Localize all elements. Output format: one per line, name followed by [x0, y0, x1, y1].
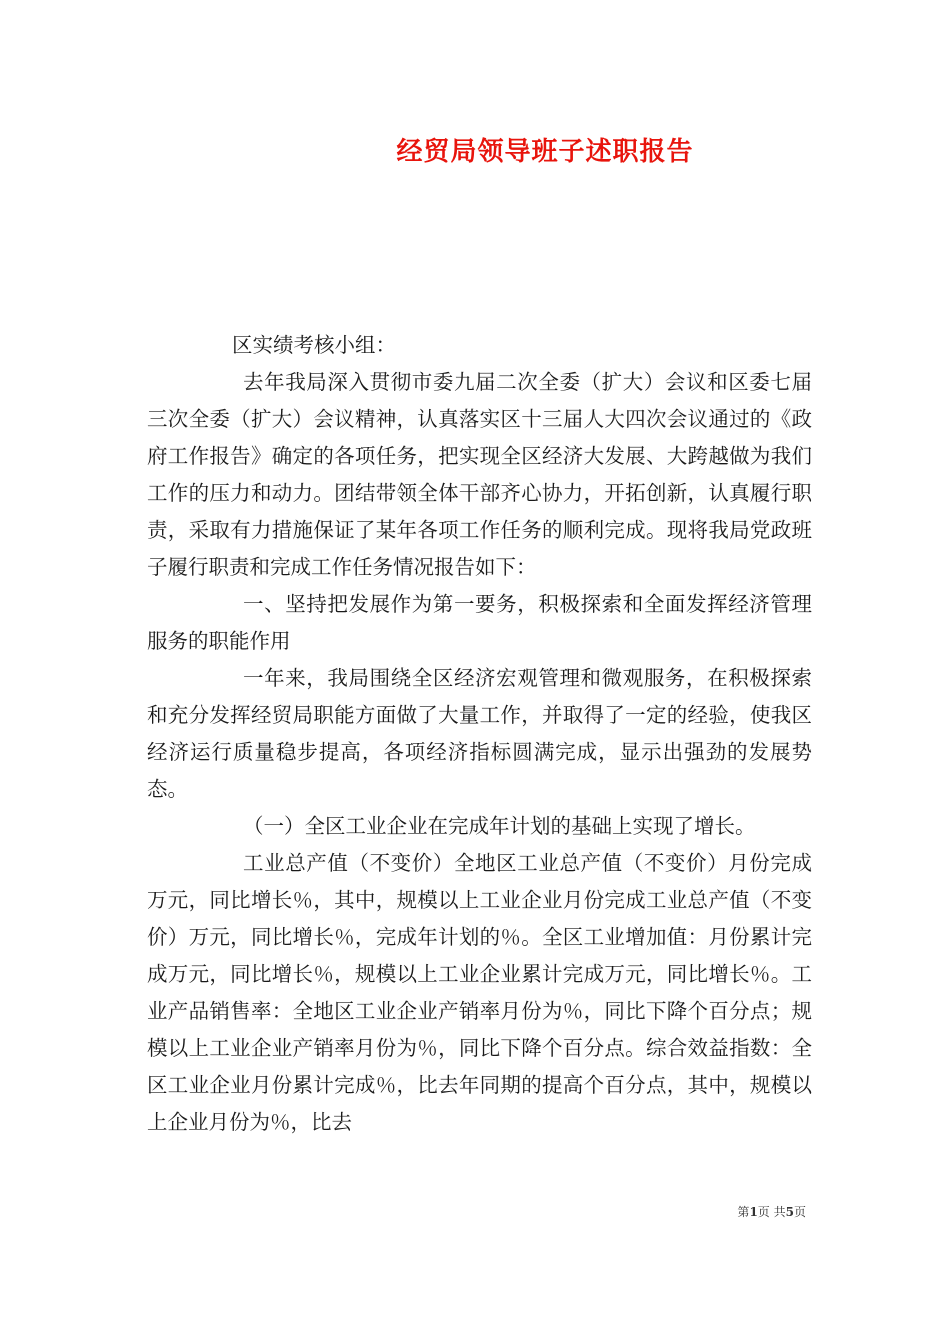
footer-middle: 页 共	[757, 1205, 786, 1219]
document-title: 经贸局领导班子述职报告	[396, 137, 694, 167]
footer-suffix: 页	[793, 1205, 806, 1219]
footer-current-page: 1	[749, 1205, 758, 1219]
salutation: 区实绩考核小组：	[232, 333, 396, 357]
page-footer	[0, 1204, 806, 1220]
document-body	[147, 364, 812, 1141]
paragraph-section-1: 一年来，我局围绕全区经济宏观管理和微观服务，在积极探索和充分发挥经贸局职能方面做了大量工作，并取得了一定的经验，使我区经济运行质量稳步提高，各项经济指标圆满完成，显示出强劲的发展势态。	[147, 666, 812, 801]
footer-prefix: 第	[737, 1205, 750, 1219]
section-heading-1: 一、坚持把发展作为第一要务，积极探索和全面发挥经济管理服务的职能作用	[147, 592, 812, 653]
paragraph-industrial-output: 工业总产值（不变价）全地区工业总产值（不变价）月份完成万元，同比增长％，其中，规模以上工业企业月份完成工业总产值（不变价）万元，同比增长％，完成年计划的％。全区工业增加值：月份累计完成万元，同比增长％，规模以上工业企业累计完成万元，同比增长％。工业产品销售率：全地区工业企业产销率月份为％，同比下降个百分点；规模以上工业企业产销率月份为％，同比下降个百分点。综合效益指数：全区工业企业月份累计完成％，比去年同期的提高个百分点，其中，规模以上企业月份为％，比去	[147, 851, 812, 1134]
paragraph-intro: 去年我局深入贯彻市委九届二次全委（扩大）会议和区委七届三次全委（扩大）会议精神，认真落实区十三届人大四次会议通过的《政府工作报告》确定的各项任务，把实现全区经济大发展、大跨越做为我们工作的压力和动力。团结带领全体干部齐心协力，开拓创新，认真履行职责，采取有力措施保证了某年各项工作任务的顺利完成。现将我局党政班子履行职责和完成工作任务情况报告如下：	[147, 370, 812, 579]
subsection-heading-1: （一）全区工业企业在完成年计划的基础上实现了增长。	[243, 814, 756, 838]
footer-total-pages: 5	[785, 1205, 794, 1219]
